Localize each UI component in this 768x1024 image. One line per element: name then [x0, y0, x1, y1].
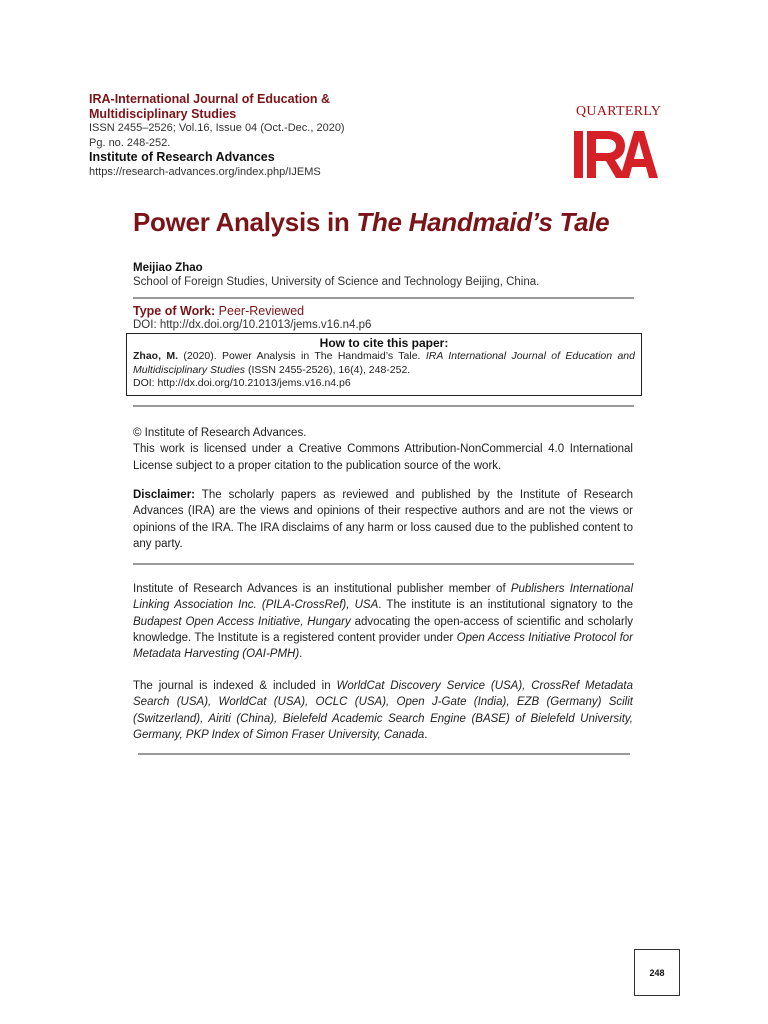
divider: [133, 297, 634, 299]
article-title: Power Analysis in The Handmaid’s Tale: [133, 207, 610, 237]
license-block: [133, 425, 633, 474]
disclaimer-block: Disclaimer: The scholarly papers as reviewed and published by the Institute of Research Advances (IRA) are the views and opinions of their respective authors and are not the views or opinions of the IRA. The IRA disclaims of any harm or loss caused due to the published content to any party.: [133, 489, 633, 550]
institute-name: Institute of Research Advances: [89, 150, 275, 164]
journal-header: [89, 92, 409, 179]
title-italic: The Handmaid’s Tale: [356, 207, 610, 237]
work-type: Type of Work: Peer-Reviewed: [133, 304, 305, 318]
journal-title: IRA-International Journal of Education & Multidisciplinary Studies: [89, 92, 330, 121]
divider: [138, 753, 630, 755]
doi-line: DOI: http://dx.doi.org/10.21013/jems.v16.n4.p6: [133, 319, 372, 331]
pages-line: Pg. no. 248-252.: [89, 136, 171, 149]
logo-letter-r: [587, 131, 626, 178]
author-name: Meijiao Zhao: [133, 262, 203, 274]
divider: [133, 563, 634, 565]
logo-letter-a: [620, 131, 658, 178]
citation-text: Zhao, M. (2020). Power Analysis in The Handmaid’s Tale. IRA International Journal of Education and Multidisciplinary Studies (ISSN 2455-2526), 16(4), 248-252. DOI: http://dx.doi.org/10.21013/jems.v16.n4.p6: [133, 350, 635, 389]
copyright-line: © Institute of Research Advances.: [133, 427, 307, 439]
issn-line: ISSN 2455–2526; Vol.16, Issue 04 (Oct.-Dec., 2020): [89, 122, 345, 134]
ira-logo: [574, 129, 658, 179]
publisher-block: Institute of Research Advances is an institutional publisher member of Publishers International Linking Association Inc. (PILA-CrossRef), USA. The institute is an institutional signatory to the Budapest Open Access Initiative, Hungary advocating the open-access of scientific and scholarly knowledge. The Institute is a registered content provider under Open Access Initiative Protocol for Metadata Harvesting (OAI-PMH).: [133, 583, 633, 661]
quarterly-label: QUARTERLY: [576, 104, 662, 119]
page-number: 248: [634, 949, 680, 996]
indexing-block: The journal is indexed & included in WorldCat Discovery Service (USA), CrossRef Metadata Search (USA), WorldCat (USA), OCLC (USA), Open J-Gate (India), EZB (Germany) Scilit (Switzerland), Airiti (China), Bielefeld Academic Search Engine (BASE) of Bielefeld University, Germany, PKP Index of Simon Fraser University, Canada.: [133, 680, 633, 741]
citation-box: [126, 333, 642, 396]
logo-letter-i: [574, 131, 583, 178]
author-affiliation: School of Foreign Studies, University of Science and Technology Beijing, China.: [133, 276, 540, 288]
citation-heading: How to cite this paper:: [319, 336, 449, 350]
license-text: This work is licensed under a Creative Commons Attribution-NonCommercial 4.0 International License subject to a proper citation to the publication source of the work.: [133, 443, 633, 472]
journal-url[interactable]: https://research-advances.org/index.php/IJEMS: [89, 165, 321, 178]
divider: [133, 405, 634, 407]
